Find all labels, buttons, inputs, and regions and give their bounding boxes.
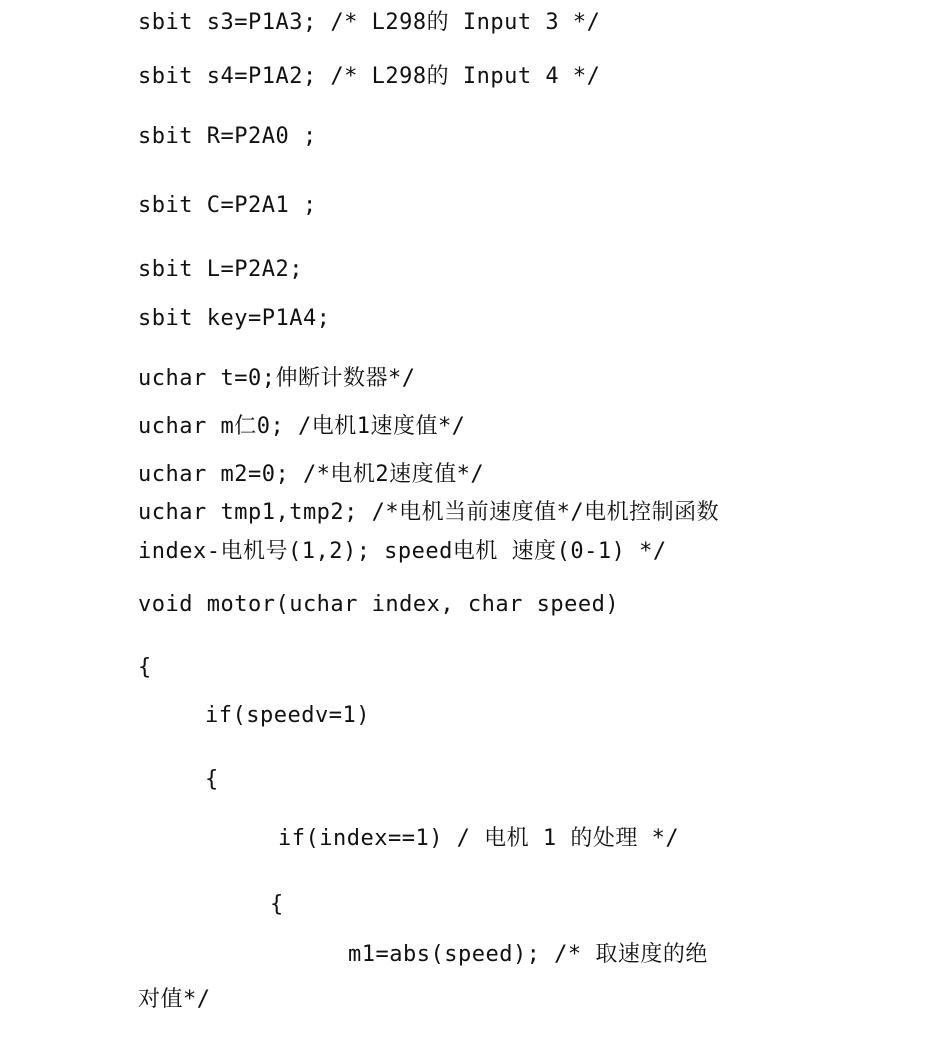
code-line-6: sbit key=P1A4; bbox=[138, 306, 331, 331]
code-line-14: if(speedv=1) bbox=[205, 703, 370, 728]
code-line-10: uchar tmp1,tmp2; /*电机当前速度值*/电机控制函数 bbox=[138, 500, 720, 525]
code-line-17: { bbox=[270, 892, 284, 917]
code-line-15: { bbox=[205, 767, 219, 792]
code-line-8: uchar m仁0; /电机1速度值*/ bbox=[138, 414, 466, 439]
code-line-16: if(index==1) / 电机 1 的处理 */ bbox=[278, 826, 680, 851]
code-line-12: void motor(uchar index, char speed) bbox=[138, 592, 620, 617]
code-line-7: uchar t=0;伸断计数器*/ bbox=[138, 366, 416, 391]
code-line-5: sbit L=P2A2; bbox=[138, 257, 303, 282]
code-line-13: { bbox=[138, 655, 152, 680]
code-line-9: uchar m2=0; /*电机2速度值*/ bbox=[138, 462, 485, 487]
code-line-11: index-电机号(1,2); speed电机 速度(0-1) */ bbox=[138, 539, 667, 564]
code-line-18: m1=abs(speed); /* 取速度的绝 bbox=[348, 942, 708, 967]
code-line-4: sbit C=P2A1 ; bbox=[138, 193, 317, 218]
code-line-19: 对值*/ bbox=[138, 987, 211, 1012]
code-line-3: sbit R=P2A0 ; bbox=[138, 124, 317, 149]
code-line-1: sbit s3=P1A3; /* L298的 Input 3 */ bbox=[138, 10, 601, 35]
code-line-2: sbit s4=P1A2; /* L298的 Input 4 */ bbox=[138, 64, 601, 89]
